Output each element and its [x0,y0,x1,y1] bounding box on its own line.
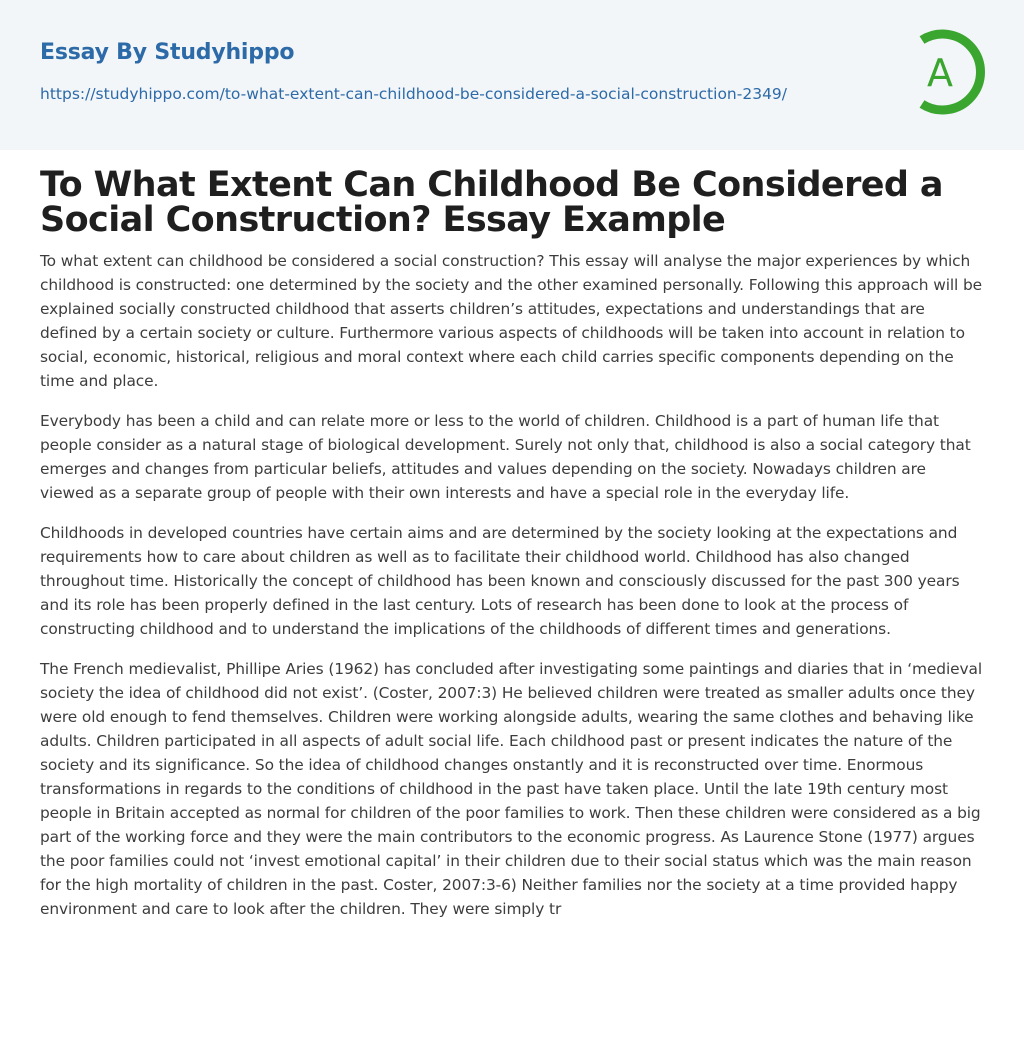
paragraph: Everybody has been a child and can relate more or less to the world of children. Childhood is a part of human life that people consider as a natural stage of biological development. Surely not only that, childhood is also a social category that emerges and changes from particular beliefs, attitudes and values depending on the society. Nowadays children are viewed as a separate group of people with their own interests and have a special role in the everyday life. [40,412,971,502]
page-title: To What Extent Can Childhood Be Considered a Social Construction? Essay Example [40,165,943,240]
paragraph: To what extent can childhood be considered a social construction? This essay will analyse the major experiences by which childhood is constructed: one determined by the society and the other examined personally. Following this approach will be explained socially constructed childhood that asserts children’s attitudes, expectations and understandings that are defined by a certain society or culture. Furthermore various aspects of childhoods will be taken into account in relation to social, economic, historical, religious and moral context where each child carries specific components depending on the time and place. [40,252,983,390]
article-body [40,249,984,937]
logo-letter: A [927,51,953,95]
paragraph: The French medievalist, Phillipe Aries (1962) has concluded after investigating some paintings and diaries that in ‘medieval society the idea of childhood did not exist’. (Coster, 2007:3) He believed children were treated as smaller adults once they were old enough to fend themselves. Children were working alongside adults, wearing the same clothes and behaving like adults. Children participated in all aspects of adult social life. Each childhood past or present indicates the nature of the society and its significance. So the idea of childhood changes onstantly and it is reconstructed over time. Enormous transformations in regards to the conditions of childhood in the past have taken place. Until the late 19th century most people in Britain accepted as normal for children of the poor families to work. Then these children were considered as a big part of the working force and they were the main contributors to the economic progress. As Laurence Stone (1977) argues the poor families could not ‘invest emotional capital’ in their children due to their social status which was the main reason for the high mortality of children in the past. Coster, 2007:3-6) Neither families nor the society at a time provided happy environment and care to look after the children. They were simply tr [40,660,983,918]
site-header [0,0,1024,150]
paragraph: Childhoods in developed countries have certain aims and are determined by the society looking at the expectations and requirements how to care about children as well as to facilitate their childhood world. Childhood has also changed throughout time. Historically the concept of childhood has been known and consciously discussed for the past 300 years and its role has been properly defined in the last century. Lots of research has been done to look at the process of constructing childhood and to understand the implications of the childhoods of different times and generations. [40,524,960,638]
logo-icon[interactable] [906,26,990,118]
article-url-link[interactable]: https://studyhippo.com/to-what-extent-can-childhood-be-considered-a-social-construction-2349/ [40,85,788,103]
site-brand[interactable]: Essay By Studyhippo [40,40,295,65]
